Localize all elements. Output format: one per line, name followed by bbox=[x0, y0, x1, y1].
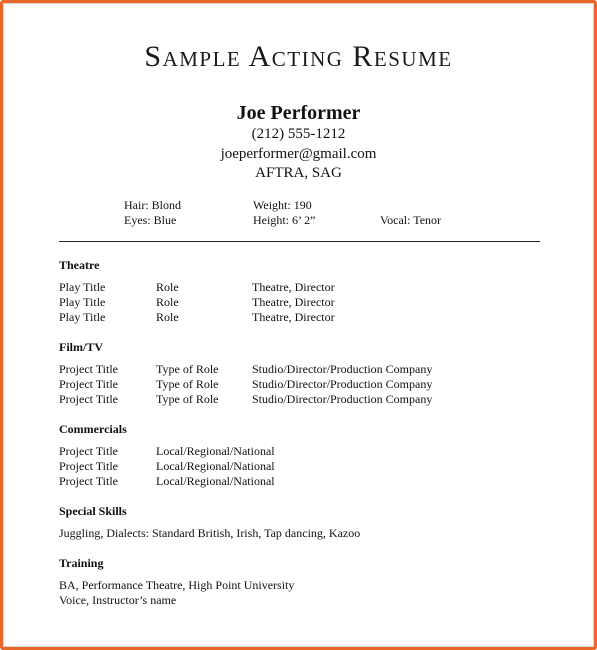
performer-name: Joe Performer bbox=[236, 102, 361, 124]
special-skills-text: Juggling, Dialects: Standard British, Irish, Tap dancing, Kazoo bbox=[59, 526, 361, 540]
stat-vocal: Vocal: Tenor bbox=[380, 213, 442, 227]
theatre-row-title: Play Title bbox=[59, 295, 106, 309]
page-border bbox=[3, 3, 594, 647]
film-row-company: Studio/Director/Production Company bbox=[252, 377, 433, 391]
union-affiliations: AFTRA, SAG bbox=[255, 165, 342, 181]
section-heading-commercials: Commercials bbox=[59, 422, 127, 436]
commercial-row-market: Local/Regional/National bbox=[156, 459, 275, 473]
film-row-role: Type of Role bbox=[156, 377, 219, 391]
email-address: joeperformer@gmail.com bbox=[220, 146, 377, 162]
commercial-row-title: Project Title bbox=[59, 474, 119, 488]
stat-hair: Hair: Blond bbox=[124, 198, 181, 212]
divider-line bbox=[59, 241, 540, 242]
section-heading-special-skills: Special Skills bbox=[59, 504, 127, 518]
film-row-role: Type of Role bbox=[156, 362, 219, 376]
theatre-row-role: Role bbox=[156, 280, 179, 294]
commercial-row-market: Local/Regional/National bbox=[156, 474, 275, 488]
document-title: Sample Acting Resume bbox=[144, 40, 453, 73]
stat-height: Height: 6’ 2” bbox=[253, 213, 316, 227]
theatre-row-title: Play Title bbox=[59, 310, 106, 324]
theatre-row-title: Play Title bbox=[59, 280, 106, 294]
commercial-row-title: Project Title bbox=[59, 444, 119, 458]
stat-weight: Weight: 190 bbox=[253, 198, 312, 212]
theatre-row-venue: Theatre, Director bbox=[252, 280, 335, 294]
film-row-title: Project Title bbox=[59, 392, 119, 406]
training-line: BA, Performance Theatre, High Point University bbox=[59, 578, 295, 592]
theatre-row-role: Role bbox=[156, 310, 179, 324]
section-heading-theatre: Theatre bbox=[59, 258, 100, 272]
section-heading-film-tv: Film/TV bbox=[59, 340, 103, 354]
film-row-title: Project Title bbox=[59, 377, 119, 391]
commercial-row-market: Local/Regional/National bbox=[156, 444, 275, 458]
section-heading-training: Training bbox=[59, 556, 104, 570]
theatre-row-venue: Theatre, Director bbox=[252, 310, 335, 324]
film-row-role: Type of Role bbox=[156, 392, 219, 406]
film-row-company: Studio/Director/Production Company bbox=[252, 392, 433, 406]
training-line: Voice, Instructor’s name bbox=[59, 593, 177, 607]
theatre-row-role: Role bbox=[156, 295, 179, 309]
stat-eyes: Eyes: Blue bbox=[124, 213, 177, 227]
phone-number: (212) 555-1212 bbox=[251, 126, 346, 142]
film-row-title: Project Title bbox=[59, 362, 119, 376]
commercial-row-title: Project Title bbox=[59, 459, 119, 473]
film-row-company: Studio/Director/Production Company bbox=[252, 362, 433, 376]
theatre-row-venue: Theatre, Director bbox=[252, 295, 335, 309]
